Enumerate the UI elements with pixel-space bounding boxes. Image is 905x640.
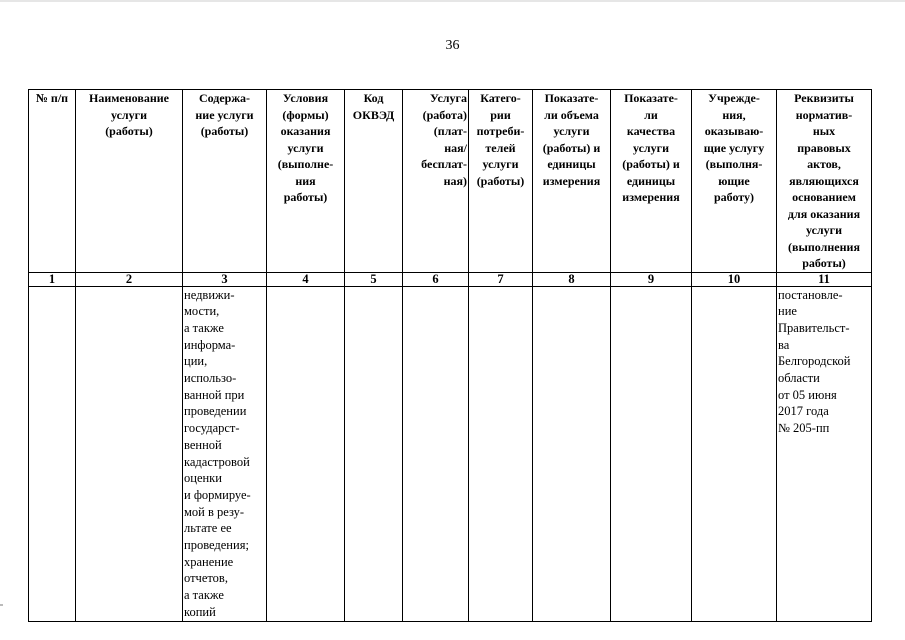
header-cell-number: № п/п: [29, 90, 76, 273]
column-number: 1: [29, 272, 76, 286]
column-number: 11: [777, 272, 872, 286]
table-row: [29, 286, 872, 621]
column-number-row: [29, 272, 872, 286]
scan-top-edge: [0, 0, 905, 2]
page-number: 36: [445, 38, 460, 53]
header-cell-consumer-categories: Катего- рии потреби- телей услуги (работы): [469, 90, 533, 273]
cell-legal-acts: постановле- ние Правительст- ва Белгородской области от 05 июня 2017 года № 205-пп: [777, 286, 872, 621]
cell-number: [29, 286, 76, 621]
cell-okved-code: [345, 286, 403, 621]
cell-quality-indicators: [611, 286, 692, 621]
column-number: 7: [469, 272, 533, 286]
scan-artifact: [0, 604, 3, 606]
column-number: 3: [183, 272, 267, 286]
cell-service-content: недвижи- мости, а также информа- ции, использо- ванной при проведении государст- венной кадастровой оценки и формируе- мой в резу- льтате ее проведения; хранение отчетов, а также копий: [183, 286, 267, 621]
header-cell-institutions: Учрежде- ния, оказываю- щие услугу (выполня- ющие работу): [692, 90, 777, 273]
header-cell-okved-code: Код ОКВЭД: [345, 90, 403, 273]
cell-service-name: [76, 286, 183, 621]
header-cell-service-content: Содержа- ние услуги (работы): [183, 90, 267, 273]
header-cell-volume-indicators: Показате- ли объема услуги (работы) и единицы измерения: [533, 90, 611, 273]
cell-volume-indicators: [533, 286, 611, 621]
column-number: 2: [76, 272, 183, 286]
cell-consumer-categories: [469, 286, 533, 621]
services-table: [28, 89, 872, 622]
cell-conditions: [267, 286, 345, 621]
cell-paid-free: [403, 286, 469, 621]
header-cell-paid-free: Услуга (работа) (плат- ная/ бесплат- ная): [403, 90, 469, 273]
header-cell-conditions: Условия (формы) оказания услуги (выполне- ния работы): [267, 90, 345, 273]
header-cell-service-name: Наименование услуги (работы): [76, 90, 183, 273]
column-number: 9: [611, 272, 692, 286]
column-number: 4: [267, 272, 345, 286]
cell-institutions: [692, 286, 777, 621]
column-number: 10: [692, 272, 777, 286]
column-number: 8: [533, 272, 611, 286]
column-number: 5: [345, 272, 403, 286]
header-cell-legal-acts: Реквизиты норматив- ных правовых актов, являющихся основанием для оказания услуги (выполнения работы): [777, 90, 872, 273]
table-header-row: [29, 90, 872, 273]
header-cell-quality-indicators: Показате- ли качества услуги (работы) и единицы измерения: [611, 90, 692, 273]
column-number: 6: [403, 272, 469, 286]
